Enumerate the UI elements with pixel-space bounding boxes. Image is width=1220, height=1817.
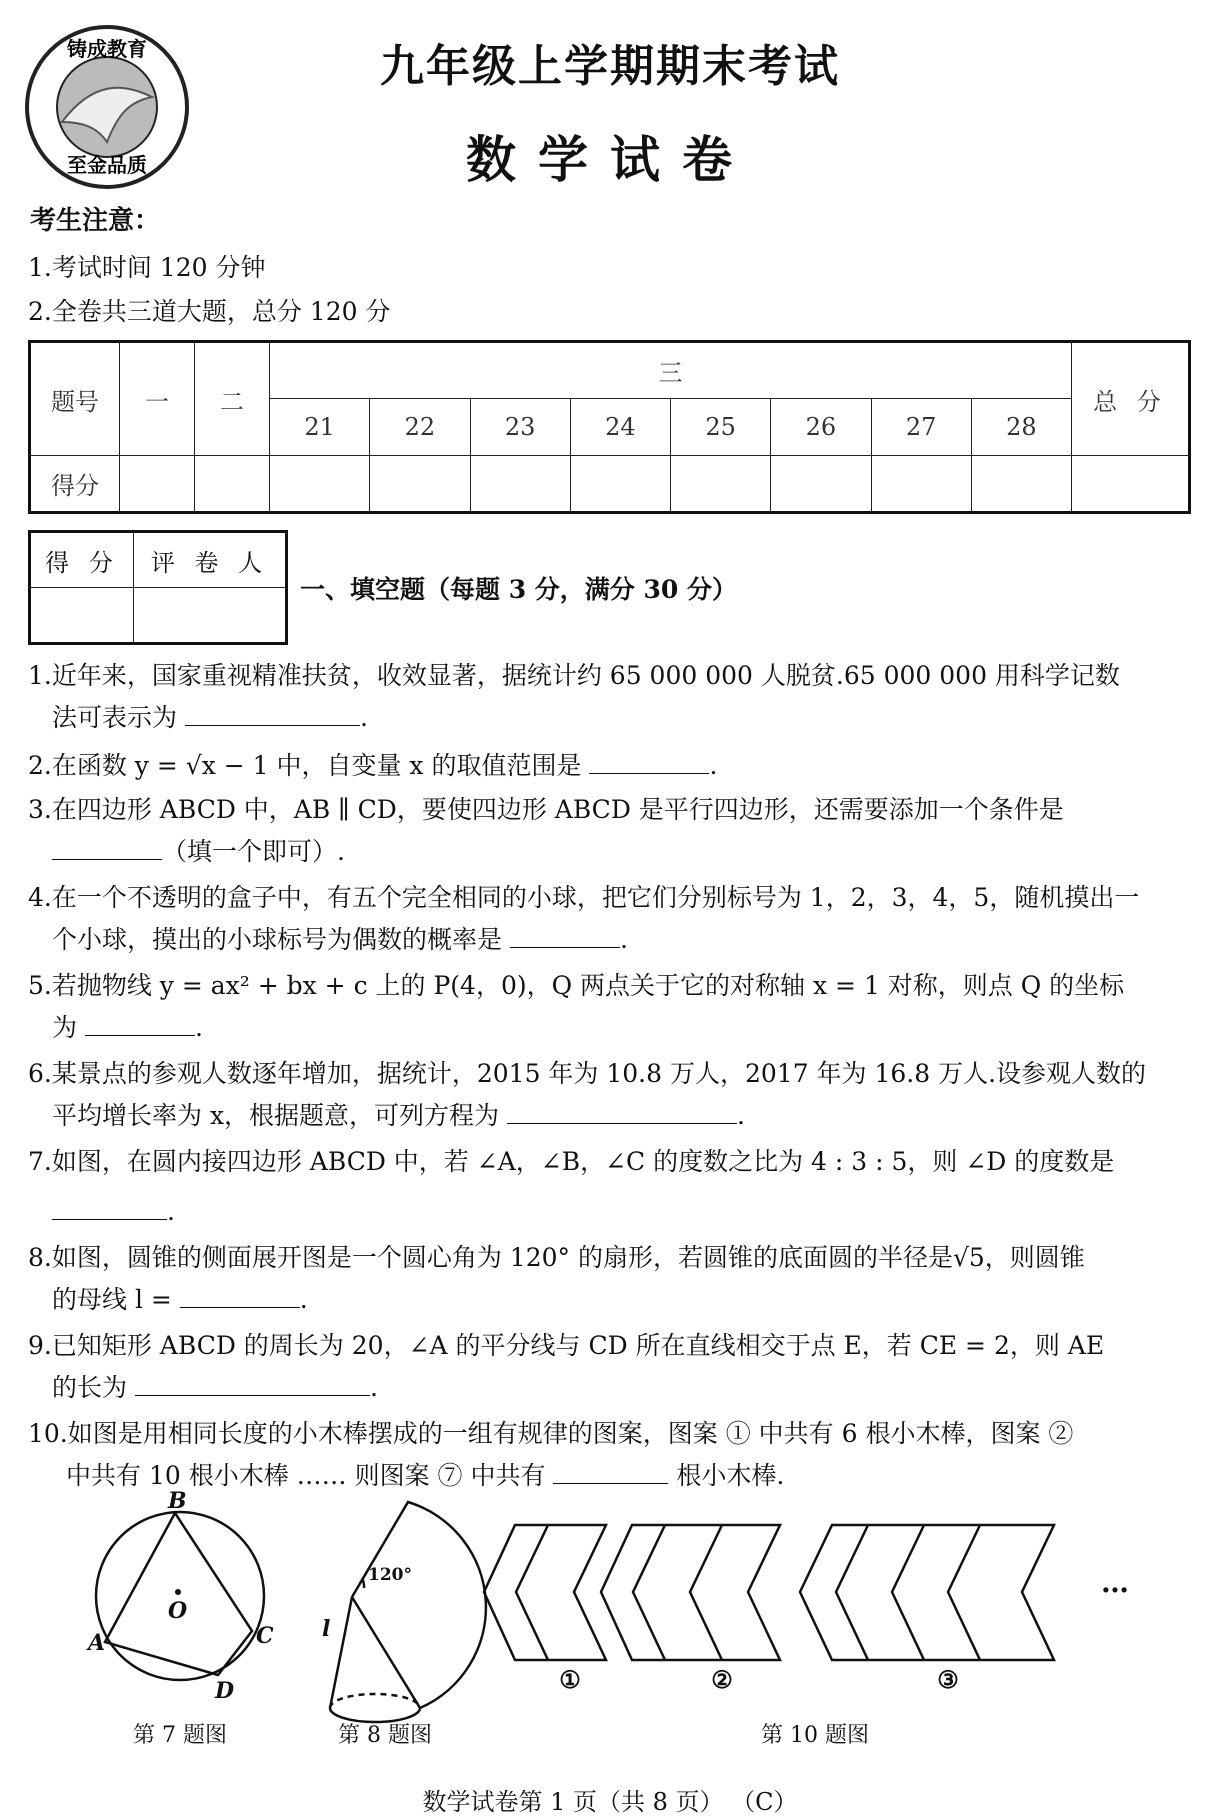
question-text: . — [369, 1373, 378, 1402]
question-text: . — [619, 925, 628, 954]
col-question: 28 — [971, 399, 1071, 456]
fig8-sector — [352, 1502, 486, 1708]
question-3 — [28, 789, 1193, 873]
grader-score-label: 得 分 — [30, 532, 134, 588]
notice-item: 1.考试时间 120 分钟 — [28, 253, 266, 282]
grader-name-cell[interactable] — [134, 588, 287, 644]
question-text: . — [299, 1285, 308, 1314]
col-section-1: 一 — [120, 342, 195, 456]
fig7-center-dot — [175, 1589, 181, 1595]
fig10-label-3: ③ — [937, 1665, 959, 1694]
fig10-pattern-3 — [800, 1525, 1054, 1660]
answer-blank[interactable] — [180, 1283, 300, 1308]
col-question: 23 — [470, 399, 570, 456]
fig10-pattern-1 — [484, 1525, 606, 1660]
question-6 — [28, 1053, 1193, 1137]
answer-blank[interactable] — [185, 701, 360, 726]
fig7-label-o: O — [168, 1598, 188, 1624]
question-text: 的母线 l = — [52, 1285, 172, 1314]
question-text: 4.在一个不透明的盒子中，有五个完全相同的小球，把它们分别标号为 1，2，3，4，5，随机摸出一 — [28, 883, 1140, 912]
answer-blank[interactable] — [52, 835, 162, 860]
score-cell[interactable] — [671, 456, 771, 513]
question-text: 中共有 10 根小木棒 …… 则图案 ⑦ 中共有 — [66, 1461, 546, 1490]
answer-blank[interactable] — [589, 749, 709, 774]
fig7-label-d: D — [215, 1678, 235, 1704]
figures — [0, 1480, 1220, 1760]
question-text: . — [737, 1101, 745, 1130]
col-question: 24 — [570, 399, 670, 456]
question-text: （填一个即可）. — [162, 837, 345, 866]
score-cell[interactable] — [120, 456, 195, 513]
fig7-label-c: C — [256, 1623, 274, 1649]
score-cell[interactable] — [771, 456, 871, 513]
fig10-ellipsis: … — [1101, 1566, 1129, 1599]
question-8 — [28, 1237, 1193, 1321]
score-cell[interactable] — [871, 456, 971, 513]
score-cell[interactable] — [570, 456, 670, 513]
fig8-cone-base-back — [330, 1694, 420, 1708]
grader-name-label: 评 卷 人 — [134, 532, 287, 588]
question-text: 9.已知矩形 ABCD 的周长为 20，∠A 的平分线与 CD 所在直线相交于点 E，若 CE = 2，则 AE — [28, 1331, 1105, 1360]
question-text: 6.某景点的参观人数逐年增加，据统计，2015 年为 10.8 万人，2017 年为 16.8 万人.设参观人数的 — [28, 1059, 1147, 1088]
notice-title: 考生注意： — [30, 206, 161, 236]
fig8-label-l: l — [322, 1616, 331, 1642]
score-cell[interactable] — [195, 456, 270, 513]
fig8-cone — [330, 1597, 420, 1722]
question-1 — [28, 655, 1193, 739]
answer-blank[interactable] — [135, 1371, 370, 1396]
question-text: 为 — [52, 1013, 78, 1042]
question-text: 8.如图，圆锥的侧面展开图是一个圆心角为 120° 的扇形，若圆锥的底面圆的半径是√5，则圆锥 — [28, 1243, 1085, 1272]
col-question: 26 — [771, 399, 871, 456]
notice-item: 2.全卷共三道大题，总分 120 分 — [28, 297, 391, 326]
question-text: 个小球，摸出的小球标号为偶数的概率是 — [52, 925, 503, 954]
question-text: 法可表示为 — [52, 703, 178, 732]
question-text: . — [167, 1197, 175, 1226]
answer-blank[interactable] — [510, 923, 620, 948]
score-cell[interactable] — [370, 456, 470, 513]
fig10-pattern-2 — [601, 1525, 780, 1660]
question-text: 3.在四边形 ABCD 中，AB ∥ CD，要使四边形 ABCD 是平行四边形，还需要添加一个条件是 — [28, 795, 1064, 824]
fig10-label-1: ① — [559, 1665, 581, 1694]
score-cell[interactable] — [470, 456, 570, 513]
question-text: 根小木棒. — [676, 1461, 785, 1490]
answer-blank[interactable] — [507, 1099, 737, 1124]
col-question: 27 — [871, 399, 971, 456]
question-5 — [28, 965, 1193, 1049]
fig7-label-b: B — [168, 1488, 187, 1514]
col-total: 总 分 — [1072, 342, 1190, 456]
question-text: 的长为 — [52, 1373, 128, 1402]
score-cell[interactable] — [971, 456, 1071, 513]
fig7-caption: 第 7 题图 — [133, 1723, 227, 1748]
question-text: 10.如图是用相同长度的小木棒摆成的一组有规律的图案，图案 ① 中共有 6 根小木棒，图案 ② — [28, 1419, 1074, 1448]
question-text: . — [709, 751, 718, 780]
question-text: 平均增长率为 x，根据题意，可列方程为 — [52, 1101, 500, 1130]
answer-blank[interactable] — [52, 1195, 167, 1220]
fig10-caption: 第 10 题图 — [761, 1723, 869, 1748]
logo-top-text: 铸成教育 — [67, 37, 147, 61]
question-text: . — [359, 703, 368, 732]
question-text: . — [194, 1013, 203, 1042]
fig7-label-a: A — [88, 1630, 106, 1656]
question-4 — [28, 877, 1193, 961]
col-question: 22 — [370, 399, 470, 456]
question-9 — [28, 1325, 1193, 1409]
grader-table — [28, 530, 288, 645]
col-section-2: 二 — [195, 342, 270, 456]
score-cell[interactable] — [270, 456, 370, 513]
exam-title: 九年级上学期期末考试 — [380, 41, 840, 92]
question-text: 1.近年来，国家重视精准扶贫，收效显著，据统计约 65 000 000 人脱贫.65 000 000 用科学记数 — [28, 661, 1120, 690]
logo-bottom-text: 至金品质 — [67, 153, 147, 177]
fig8-angle-arc — [362, 1578, 364, 1588]
page-footer: 数学试卷第 1 页（共 8 页） （C） — [422, 1788, 798, 1816]
question-text: 2.在函数 y = √x − 1 中，自变量 x 的取值范围是 — [28, 751, 582, 780]
col-question: 25 — [671, 399, 771, 456]
col-question: 21 — [270, 399, 370, 456]
exam-subtitle: 数学试卷 — [466, 130, 754, 189]
section-heading: 一、填空题（每题 3 分，满分 30 分） — [300, 575, 738, 604]
question-text: 7.如图，在圆内接四边形 ABCD 中，若 ∠A，∠B，∠C 的度数之比为 4 : 3 : 5，则 ∠D 的度数是 — [28, 1147, 1115, 1176]
score-table — [28, 340, 1191, 514]
grader-score-cell[interactable] — [30, 588, 134, 644]
col-section-3: 三 — [270, 342, 1072, 399]
fig10-label-2: ② — [711, 1665, 733, 1694]
row-label-number: 题号 — [30, 342, 120, 456]
fig7-circle — [96, 1512, 264, 1680]
fig8-caption: 第 8 题图 — [338, 1723, 432, 1748]
answer-blank[interactable] — [85, 1011, 195, 1036]
question-text: 5.若抛物线 y = ax² + bx + c 上的 P(4，0)，Q 两点关于它的对称轴 x = 1 对称，则点 Q 的坐标 — [28, 971, 1125, 1000]
row-label-score: 得分 — [30, 456, 120, 513]
fig8-angle-label: 120° — [368, 1565, 412, 1585]
question-2 — [28, 745, 1193, 787]
question-7 — [28, 1141, 1193, 1233]
score-cell-total[interactable] — [1072, 456, 1190, 513]
